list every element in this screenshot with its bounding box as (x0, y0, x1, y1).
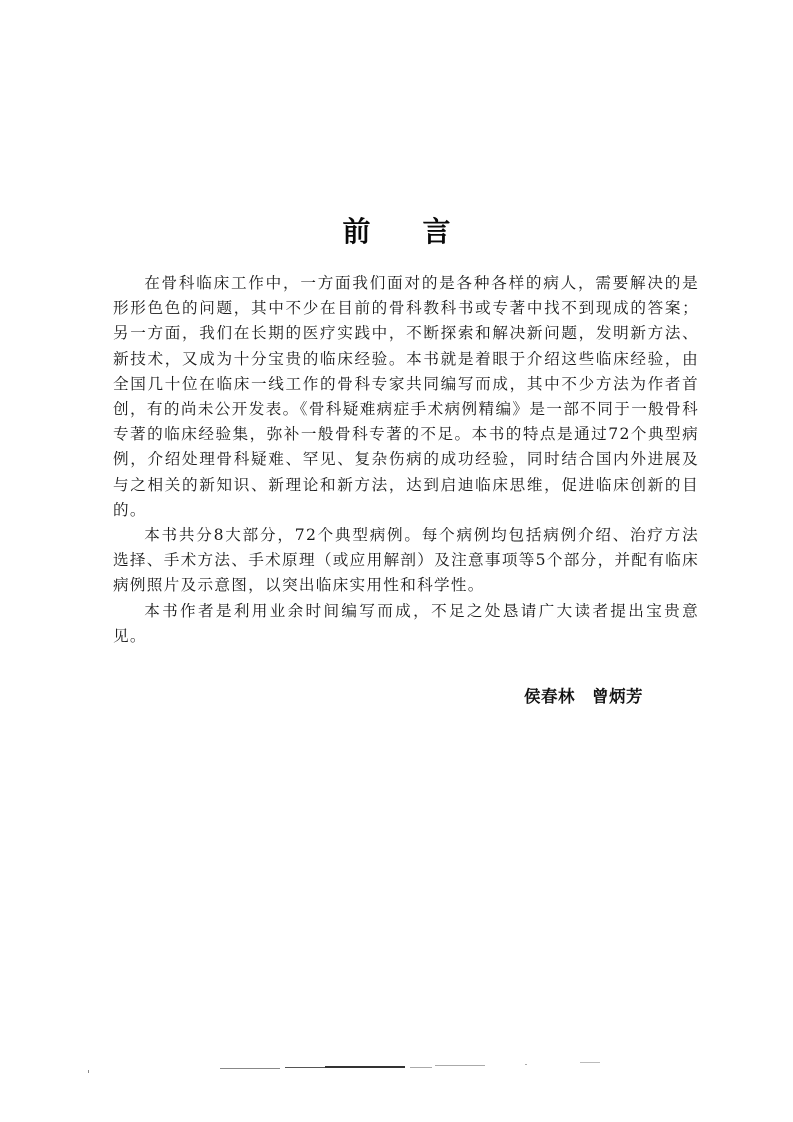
page-title (0, 210, 793, 250)
title-char-2: 言 (422, 215, 451, 248)
preface-body (113, 271, 699, 649)
paragraph-2: 本书共分8大部分，72个典型病例。每个病例均包括病例介绍、治疗方法选择、手术方法、手术原理（或应用解剖）及注意事项等5个部分，并配有临床病例照片及示意图，以突出临床实用性和科学性。 (113, 526, 699, 595)
scan-artifacts (80, 1060, 720, 1070)
author-signature: 侯春林 曾炳芳 (524, 687, 643, 706)
paragraph-1: 在骨科临床工作中，一方面我们面对的是各种各样的病人，需要解决的是形形色色的问题，其中不少在目前的骨科教科书或专著中找不到现成的答案；另一方面，我们在长期的医疗实践中，不断探索和解决新问题，发明新方法、新技术，又成为十分宝贵的临床经验。本书就是着眼于介绍这些临床经验，由全国几十位在临床一线工作的骨科专家共同编写而成，其中不少方法为作者首创，有的尚未公开发表。《骨科疑难病症手术病例精编》是一部不同于一般骨科专著的临床经验集，弥补一般骨科专著的不足。本书的特点是通过72个典型病例，介绍处理骨科疑难、罕见、复杂伤病的成功经验，同时结合国内外进展及与之相关的新知识、新理论和新方法，达到启迪临床思维，促进临床创新的目的。 (113, 274, 699, 519)
scan-mark (435, 1065, 485, 1066)
scan-mark (410, 1067, 432, 1068)
title-char-1: 前 (342, 215, 371, 248)
scan-mark (580, 1062, 600, 1063)
paragraph-3: 本书作者是利用业余时间编写而成，不足之处恳请广大读者提出宝贵意见。 (113, 601, 699, 645)
scan-mark (285, 1067, 325, 1068)
scan-mark (88, 1070, 89, 1073)
scan-mark (220, 1068, 280, 1069)
scan-mark (525, 1064, 527, 1065)
scan-mark (325, 1066, 405, 1068)
